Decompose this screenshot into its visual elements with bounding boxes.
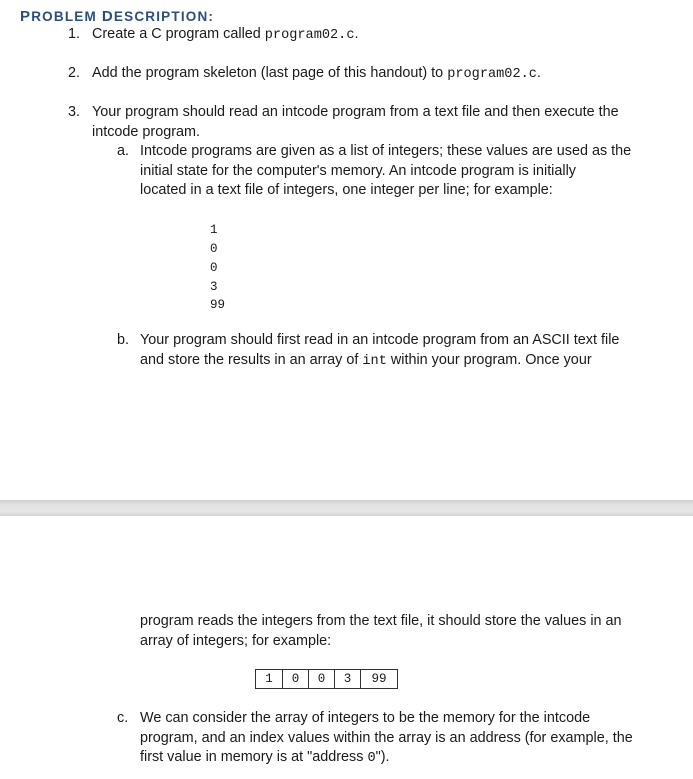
sub-c-letter: c. <box>117 710 129 726</box>
step-2-text: Add the program skeleton (last page of this handout) to program02.c. <box>92 65 541 82</box>
step-3-line-2: intcode program. <box>92 124 200 140</box>
array-cell: 99 <box>371 672 387 686</box>
example-value: 3 <box>210 280 218 294</box>
sub-a-line-1: Intcode programs are given as a list of integers; these values are used as the <box>140 143 632 159</box>
example-value: 1 <box>210 223 218 237</box>
sub-b-letter: b. <box>117 332 130 348</box>
sub-b-line-4: array of integers; for example: <box>140 633 332 649</box>
sub-c-line-1: We can consider the array of integers to be the memory for the intcode <box>140 710 591 726</box>
sub-c-line-2: program, and an index values within the array is an address (for example, the <box>140 730 633 746</box>
sub-a-line-2: initial state for the computer's memory. An intcode program is initially <box>140 163 576 179</box>
array-example <box>255 669 398 689</box>
example-value: 99 <box>210 298 226 312</box>
step-3-line-1: Your program should read an intcode program from a text file and then execute the <box>92 104 619 120</box>
page-separator <box>0 500 693 516</box>
sub-a-line-3: located in a text file of integers, one integer per line; for example: <box>140 182 553 198</box>
sub-a-letter: a. <box>117 143 130 159</box>
step-1-text: Create a C program called program02.c. <box>92 26 359 43</box>
array-cell: 0 <box>309 670 335 688</box>
example-value: 0 <box>210 261 218 275</box>
sub-b-line-3: program reads the integers from the text file, it should store the values in an <box>140 613 622 629</box>
array-cell: 1 <box>256 670 283 688</box>
step-2-number: 2. <box>68 65 81 81</box>
step-1-number: 1. <box>68 26 81 42</box>
step-3-number: 3. <box>68 104 81 120</box>
array-cell: 3 <box>335 670 361 688</box>
example-value: 0 <box>210 242 218 256</box>
sub-c-line-3: first value in memory is at "address 0"). <box>140 749 390 766</box>
array-cell: 0 <box>283 670 309 688</box>
sub-b-line-1: Your program should first read in an intcode program from an ASCII text file <box>140 332 620 348</box>
sub-b-line-2: and store the results in an array of int within your program. Once your <box>140 352 592 369</box>
section-heading: PROBLEM DESCRIPTION: <box>20 8 215 25</box>
